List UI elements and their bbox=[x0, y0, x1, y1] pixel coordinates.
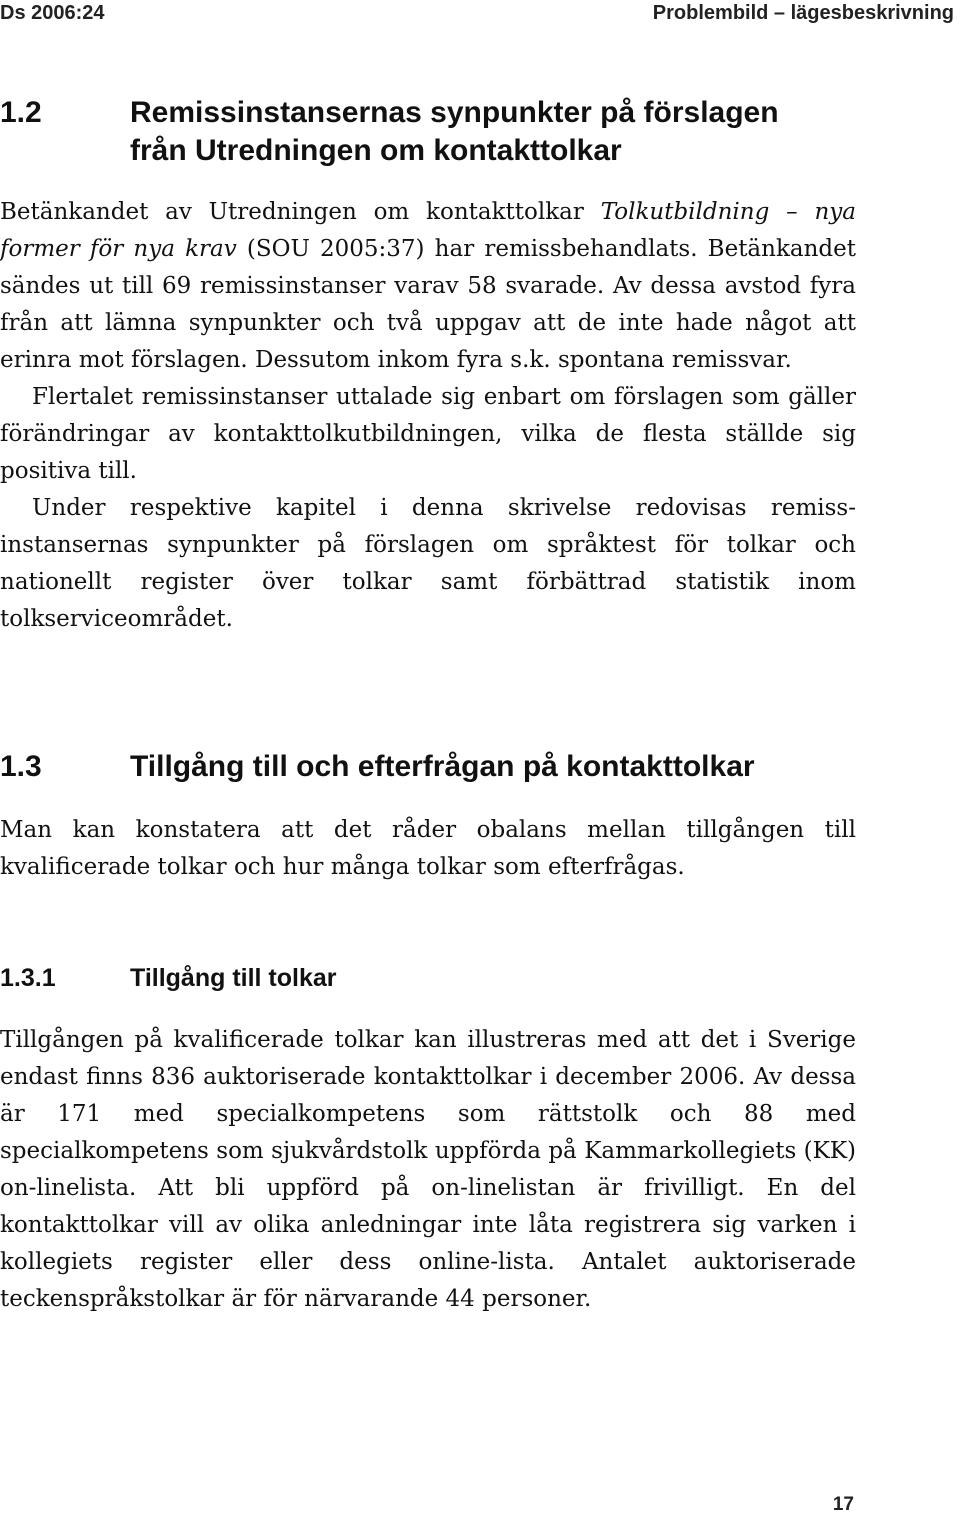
section-number: 1.2 bbox=[0, 96, 42, 129]
text-run: (SOU 2005:37) har remissbehandlats. Betänkandet sändes ut till 69 remissinstanser varav 58 svarade. Av dessa avstod fyra från att lämna synpunkter och två uppgav att de inte hade något att erinra mot förslagen. Dessutom inkom fyra s.k. spontana remissvar. bbox=[0, 236, 857, 373]
section-1-3-body bbox=[0, 812, 856, 886]
paragraph: Flertalet remissinstanser uttalade sig enbart om förslagen som gäller förändringar av kontakttolkutbildningen, vilka de flesta ställde sig positiva till. bbox=[0, 384, 856, 484]
paragraph: Under respektive kapitel i denna skrivelse redovisas remissinstansernas synpunkter på förslagen om språktest för tolkar och nationellt register över tolkar samt förbättrad statistik inom tolkserviceområdet. bbox=[0, 495, 856, 632]
section-number: 1.3 bbox=[0, 750, 42, 783]
chapter-title: Problembild – lägesbeskrivning bbox=[652, 2, 954, 24]
report-title-italic: Tolkutbildning – nya former för nya krav bbox=[0, 199, 856, 262]
section-title-line2: från Utredningen om kontakttolkar bbox=[130, 134, 622, 167]
page-number: 17 bbox=[832, 1494, 854, 1515]
paragraph bbox=[0, 194, 856, 379]
heading-section-1-3-1 bbox=[0, 962, 960, 996]
section-title bbox=[130, 94, 930, 170]
section-title-line1: Remissinstansernas synpunkter på förslagen bbox=[130, 96, 779, 129]
section-title: Tillgång till tolkar bbox=[130, 964, 337, 992]
section-number: 1.3.1 bbox=[0, 964, 56, 992]
section-1-2-body bbox=[0, 194, 856, 638]
running-header bbox=[0, 2, 954, 30]
heading-section-1-2 bbox=[0, 94, 960, 174]
heading-section-1-3 bbox=[0, 748, 960, 788]
paragraph: Tillgången på kvalificerade tolkar kan illustreras med att det i Sverige endast finns 836 auktoriserade kontakttolkar i december 2006. Av dessa är 171 med specialkompetens som rättstolk och 88 med specialkompetens som sjukvårdstolk uppförda på Kammarkollegiets (KK) on-linelista. Att bli uppförd på on-linelistan är frivilligt. En del kontakttolkar vill av olika anledningar inte låta registrera sig varken i kollegiets register eller dess online-lista. Antalet auktoriserade teckenspråkstolkar är för närvarande 44 personer. bbox=[0, 1027, 856, 1312]
text-run: Betänkandet av Utredningen om kontakttolkar bbox=[0, 199, 601, 225]
document-id: Ds 2006:24 bbox=[0, 2, 105, 24]
paragraph: Man kan konstatera att det råder obalans mellan tillgången till kvalificerade tolkar och hur många tolkar som efterfrågas. bbox=[0, 817, 856, 880]
section-1-3-1-body bbox=[0, 1022, 856, 1318]
section-title: Tillgång till och efterfrågan på kontakttolkar bbox=[130, 750, 755, 783]
